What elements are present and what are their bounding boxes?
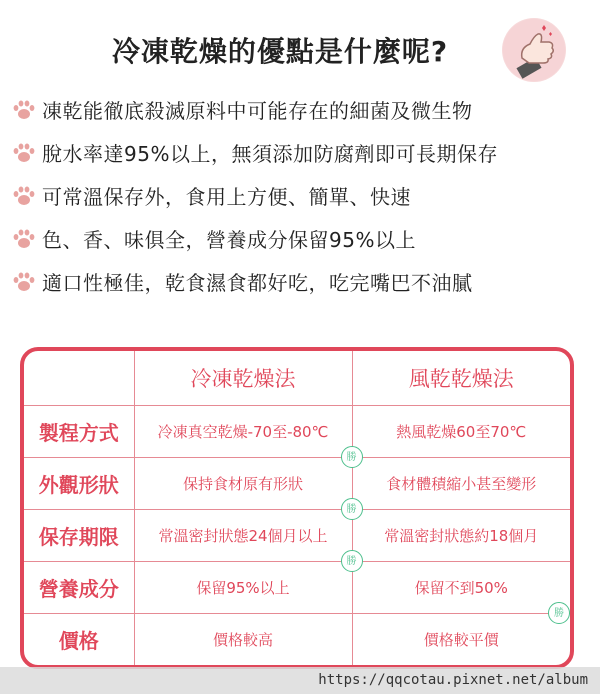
cell-text: 保留不到50% (414, 579, 508, 598)
row-label: 價格 (24, 614, 134, 665)
row-label: 製程方式 (24, 406, 134, 458)
win-badge: 勝 (548, 602, 570, 624)
page-title: 冷凍乾燥的優點是什麼呢? (111, 35, 449, 68)
win-badge: 勝 (341, 498, 363, 520)
table-header-row (24, 351, 570, 406)
table-cell (134, 510, 357, 568)
table-cell: 食材體積縮小甚至變形 (352, 458, 570, 510)
row-label: 外觀形狀 (24, 458, 134, 510)
benefit-text: 凍乾能徹底殺滅原料中可能存在的細菌及微生物 (42, 99, 473, 123)
list-item (12, 131, 596, 174)
table-corner (24, 351, 134, 406)
table-cell: 保留95%以上 (134, 562, 352, 614)
table-row (24, 458, 570, 510)
comparison-table (20, 347, 574, 669)
column-header-air-dry: 風乾乾燥法 (352, 351, 570, 406)
table-cell (134, 406, 357, 464)
table-cell: 價格較平價 (352, 614, 570, 665)
paw-icon (12, 142, 36, 164)
row-label: 營養成分 (24, 562, 134, 614)
benefit-text: 脫水率達95%以上，無須添加防腐劑即可長期保存 (42, 142, 498, 166)
watermark-url: https://qqcotau.pixnet.net/album (0, 667, 600, 694)
paw-icon (12, 185, 36, 207)
cell-text: 冷凍真空乾燥-70至-80℃ (157, 423, 329, 442)
table-cell (134, 458, 357, 516)
benefit-text: 可常溫保存外，食用上方便、簡單、快速 (42, 185, 411, 209)
column-header-freeze-dry: 冷凍乾燥法 (134, 351, 352, 406)
table-cell: 價格較高 (134, 614, 352, 665)
list-item (12, 88, 596, 131)
thumbs-up-icon (502, 18, 566, 82)
list-item (12, 217, 596, 260)
table-cell: 熱風乾燥60至70℃ (352, 406, 570, 458)
cell-text: 保持食材原有形狀 (182, 475, 303, 494)
table-row (24, 562, 570, 614)
cell-text: 常溫密封狀態24個月以上 (158, 527, 328, 546)
paw-icon (12, 228, 36, 250)
table-row (24, 510, 570, 562)
list-item (12, 174, 596, 217)
benefit-text: 色、香、味俱全，營養成分保留95%以上 (42, 228, 416, 252)
win-badge: 勝 (341, 446, 363, 468)
paw-icon (12, 271, 36, 293)
benefits-list (12, 88, 596, 303)
list-item (12, 260, 596, 303)
row-label: 保存期限 (24, 510, 134, 562)
benefit-text: 適口性極佳，乾食濕食都好吃，吃完嘴巴不油膩 (42, 271, 473, 295)
win-badge: 勝 (341, 550, 363, 572)
table-cell: 常溫密封狀態約18個月 (352, 510, 570, 562)
paw-icon (12, 99, 36, 121)
table-row (24, 406, 570, 458)
table-row (24, 614, 570, 665)
table-cell (352, 562, 570, 620)
